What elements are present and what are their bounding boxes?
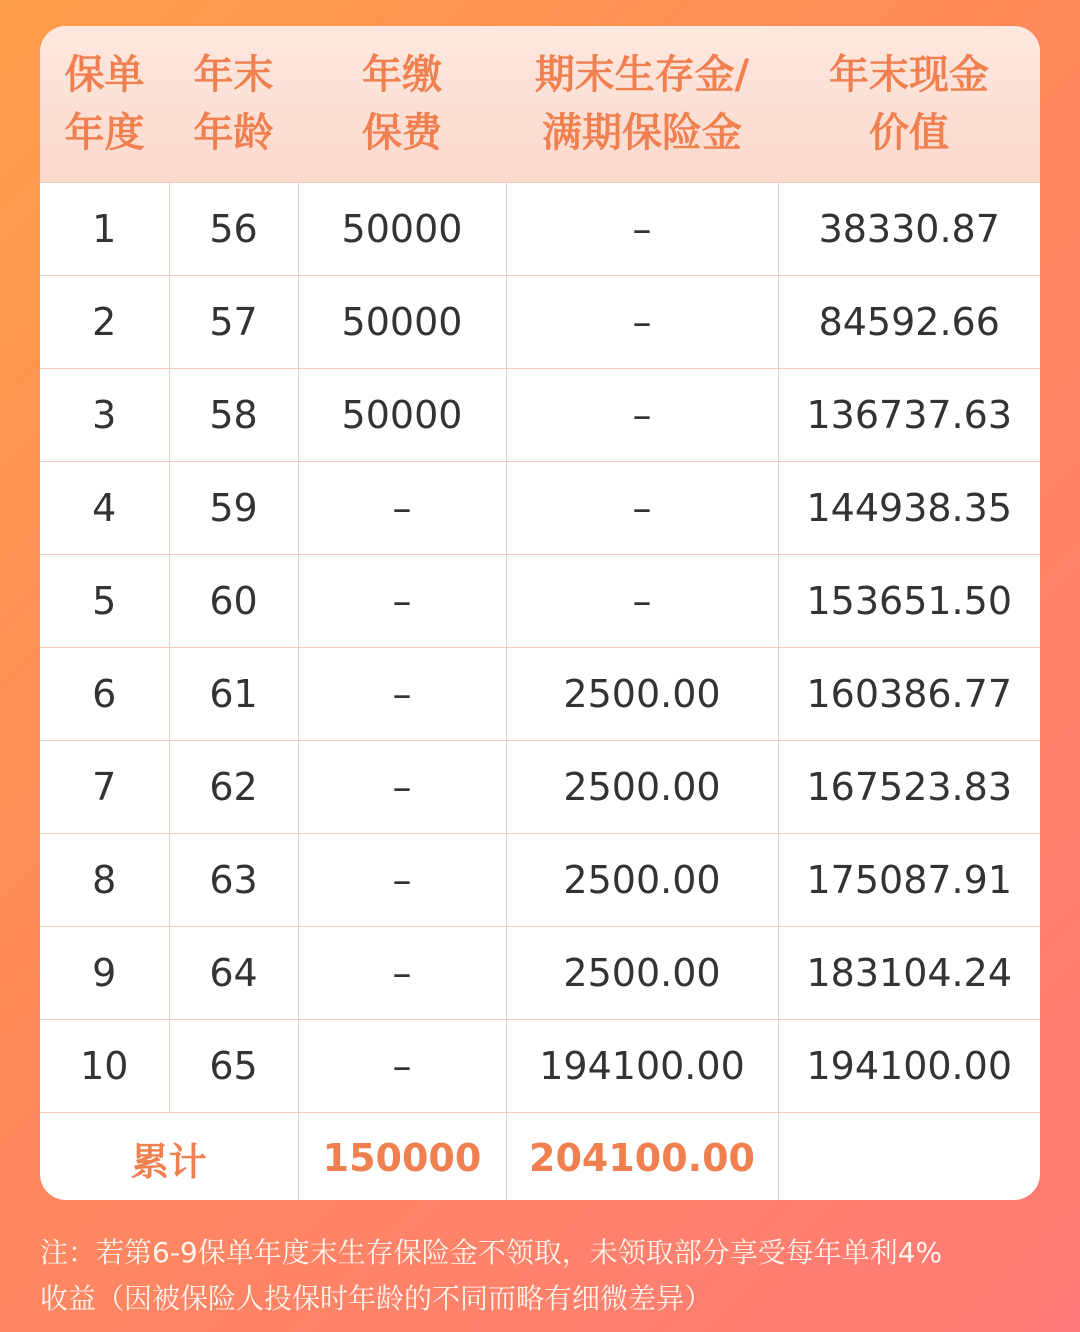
cell-policy-year: 2 bbox=[40, 276, 169, 369]
header-survival-benefit: 期末生存金/ 满期保险金 bbox=[506, 26, 778, 183]
cell-policy-year: 8 bbox=[40, 834, 169, 927]
table-row bbox=[40, 648, 1040, 741]
table-header bbox=[40, 26, 1040, 183]
cell-survival-benefit: – bbox=[506, 276, 778, 369]
cell-age: 65 bbox=[169, 1020, 298, 1113]
cell-age: 62 bbox=[169, 741, 298, 834]
cell-age: 56 bbox=[169, 183, 298, 276]
cell-age: 57 bbox=[169, 276, 298, 369]
cell-age: 59 bbox=[169, 462, 298, 555]
table-row bbox=[40, 369, 1040, 462]
cell-cash-value: 183104.24 bbox=[778, 927, 1040, 1020]
header-policy-year: 保单 年度 bbox=[40, 26, 169, 183]
cell-premium: – bbox=[298, 462, 506, 555]
cell-age: 64 bbox=[169, 927, 298, 1020]
table-row bbox=[40, 555, 1040, 648]
footnote-line-2: 收益（因被保险人投保时年龄的不同而略有细微差异） bbox=[40, 1282, 713, 1315]
cell-premium: 50000 bbox=[298, 276, 506, 369]
cell-premium: 50000 bbox=[298, 369, 506, 462]
cell-premium: – bbox=[298, 648, 506, 741]
cell-cash-value: 160386.77 bbox=[778, 648, 1040, 741]
table-row bbox=[40, 276, 1040, 369]
cell-policy-year: 4 bbox=[40, 462, 169, 555]
cell-survival-benefit: 2500.00 bbox=[506, 834, 778, 927]
cell-age: 60 bbox=[169, 555, 298, 648]
cell-premium: 50000 bbox=[298, 183, 506, 276]
cell-cash-value: 144938.35 bbox=[778, 462, 1040, 555]
total-benefit: 204100.00 bbox=[506, 1113, 778, 1201]
table-row bbox=[40, 927, 1040, 1020]
total-row bbox=[40, 1113, 1040, 1201]
cell-cash-value: 194100.00 bbox=[778, 1020, 1040, 1113]
cell-policy-year: 3 bbox=[40, 369, 169, 462]
cell-survival-benefit: – bbox=[506, 462, 778, 555]
cell-cash-value: 175087.91 bbox=[778, 834, 1040, 927]
total-cash-value bbox=[778, 1113, 1040, 1201]
cell-premium: – bbox=[298, 741, 506, 834]
cell-cash-value: 84592.66 bbox=[778, 276, 1040, 369]
table-body bbox=[40, 183, 1040, 1113]
cell-policy-year: 6 bbox=[40, 648, 169, 741]
cell-premium: – bbox=[298, 1020, 506, 1113]
table-row bbox=[40, 1020, 1040, 1113]
cell-policy-year: 7 bbox=[40, 741, 169, 834]
total-premium: 150000 bbox=[298, 1113, 506, 1201]
cell-premium: – bbox=[298, 927, 506, 1020]
total-label: 累计 bbox=[40, 1113, 298, 1201]
header-age: 年末 年龄 bbox=[169, 26, 298, 183]
benefit-table bbox=[40, 26, 1040, 1200]
cell-survival-benefit: – bbox=[506, 555, 778, 648]
cell-policy-year: 1 bbox=[40, 183, 169, 276]
cell-premium: – bbox=[298, 834, 506, 927]
cell-premium: – bbox=[298, 555, 506, 648]
cell-age: 58 bbox=[169, 369, 298, 462]
cell-survival-benefit: 2500.00 bbox=[506, 927, 778, 1020]
benefit-table-card bbox=[40, 26, 1040, 1200]
cell-survival-benefit: 2500.00 bbox=[506, 741, 778, 834]
cell-policy-year: 9 bbox=[40, 927, 169, 1020]
cell-age: 63 bbox=[169, 834, 298, 927]
cell-policy-year: 10 bbox=[40, 1020, 169, 1113]
cell-survival-benefit: – bbox=[506, 183, 778, 276]
header-cash-value: 年末现金 价值 bbox=[778, 26, 1040, 183]
cell-cash-value: 38330.87 bbox=[778, 183, 1040, 276]
table-row bbox=[40, 462, 1040, 555]
footnote-line-1: 注：若第6-9保单年度末生存保险金不领取，未领取部分享受每年单利4% bbox=[40, 1236, 943, 1269]
cell-survival-benefit: – bbox=[506, 369, 778, 462]
footnote bbox=[40, 1230, 1050, 1322]
cell-cash-value: 153651.50 bbox=[778, 555, 1040, 648]
cell-age: 61 bbox=[169, 648, 298, 741]
table-row bbox=[40, 741, 1040, 834]
table-row bbox=[40, 183, 1040, 276]
cell-cash-value: 167523.83 bbox=[778, 741, 1040, 834]
header-annual-premium: 年缴 保费 bbox=[298, 26, 506, 183]
cell-policy-year: 5 bbox=[40, 555, 169, 648]
table-footer bbox=[40, 1113, 1040, 1201]
cell-survival-benefit: 2500.00 bbox=[506, 648, 778, 741]
table-row bbox=[40, 834, 1040, 927]
cell-cash-value: 136737.63 bbox=[778, 369, 1040, 462]
cell-survival-benefit: 194100.00 bbox=[506, 1020, 778, 1113]
